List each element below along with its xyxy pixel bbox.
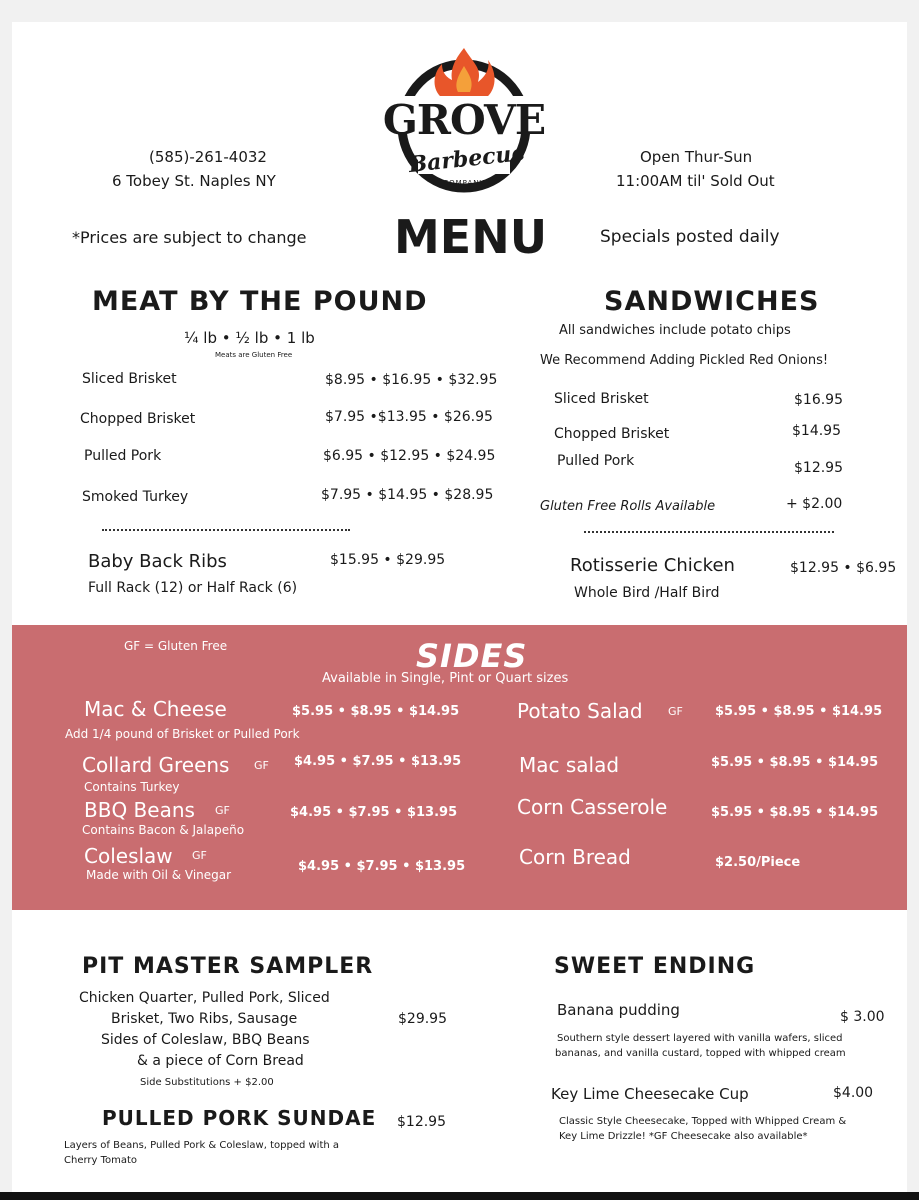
meat-divider <box>102 529 350 531</box>
chicken-name: Rotisserie Chicken <box>570 555 735 576</box>
sweet-title: SWEET ENDING <box>554 954 756 979</box>
side-item-gf: GF <box>215 804 230 817</box>
sandwiches-title: SANDWICHES <box>604 286 820 317</box>
meat-item-price: $6.95 • $12.95 • $24.95 <box>323 448 496 464</box>
sandwich-divider <box>584 531 834 533</box>
side-item-name: BBQ Beans <box>84 798 195 822</box>
sampler-title: PIT MASTER SAMPLER <box>82 954 374 979</box>
sandwiches-note-onions: We Recommend Adding Pickled Red Onions! <box>540 353 829 368</box>
side-item-desc: Contains Bacon & Jalapeño <box>82 823 245 837</box>
side-item-name: Collard Greens <box>82 753 230 777</box>
chicken-desc: Whole Bird /Half Bird <box>574 585 720 601</box>
sampler-line: & a piece of Corn Bread <box>137 1053 304 1069</box>
side-item-price: $5.95 • $8.95 • $14.95 <box>715 704 883 719</box>
side-item-name: Potato Salad <box>517 699 643 723</box>
side-item-desc: Made with Oil & Vinegar <box>86 868 232 882</box>
side-item-name: Mac salad <box>519 753 620 777</box>
sides-section <box>12 625 907 910</box>
sides-subtitle: Available in Single, Pint or Quart sizes <box>322 671 569 686</box>
meat-item-price: $7.95 • $14.95 • $28.95 <box>321 487 494 503</box>
side-item-gf: GF <box>254 759 269 772</box>
dessert-name: Key Lime Cheesecake Cup <box>551 1085 749 1103</box>
price-note: *Prices are subject to change <box>72 228 307 247</box>
side-item-price: $5.95 • $8.95 • $14.95 <box>292 704 460 719</box>
dessert-desc: Classic Style Cheesecake, Topped with Whipped Cream & <box>559 1116 847 1127</box>
meat-item-name: Smoked Turkey <box>82 489 189 505</box>
side-item-price: $2.50/Piece <box>715 855 801 870</box>
phone-number: (585)-261-4032 <box>149 148 267 166</box>
gf-rolls-note: Gluten Free Rolls Available <box>540 499 716 514</box>
meat-item-price: $7.95 •$13.95 • $26.95 <box>325 409 493 425</box>
sandwiches-note-chips: All sandwiches include potato chips <box>559 323 791 338</box>
side-item-name: Coleslaw <box>84 844 173 868</box>
side-item-price: $4.95 • $7.95 • $13.95 <box>290 805 458 820</box>
ribs-price: $15.95 • $29.95 <box>330 552 446 568</box>
meat-sizes: ¼ lb • ½ lb • 1 lb <box>184 329 315 347</box>
dessert-desc: Southern style dessert layered with vanilla wafers, sliced <box>557 1033 843 1044</box>
sandwich-item-price: $16.95 <box>794 392 843 408</box>
hours-days: Open Thur-Sun <box>640 148 753 166</box>
sundae-desc: Cherry Tomato <box>64 1155 138 1166</box>
sampler-price: $29.95 <box>398 1011 447 1027</box>
ribs-desc: Full Rack (12) or Half Rack (6) <box>88 580 298 596</box>
meat-gf-note: Meats are Gluten Free <box>215 351 293 359</box>
side-item-name: Corn Casserole <box>517 795 668 819</box>
dessert-name: Banana pudding <box>557 1001 680 1019</box>
meat-section-title: MEAT BY THE POUND <box>92 286 428 317</box>
hours-time: 11:00AM til' Sold Out <box>616 172 775 190</box>
dessert-desc: Key Lime Drizzle! *GF Cheesecake also available* <box>559 1131 808 1142</box>
side-item-price: $4.95 • $7.95 • $13.95 <box>294 754 462 769</box>
logo-text-company: COMPANY <box>443 179 485 187</box>
side-item-desc: Add 1/4 pound of Brisket or Pulled Pork <box>65 727 300 741</box>
sampler-line: Brisket, Two Ribs, Sausage <box>111 1011 298 1027</box>
side-item-desc: Contains Turkey <box>84 780 180 794</box>
side-item-price: $5.95 • $8.95 • $14.95 <box>711 755 879 770</box>
sandwich-item-name: Pulled Pork <box>557 453 635 469</box>
side-item-gf: GF <box>192 849 207 862</box>
bottom-edge <box>0 1192 919 1200</box>
gf-rolls-price: + $2.00 <box>786 496 843 512</box>
logo-text-barbecue: Barbecue <box>407 139 527 179</box>
sandwich-item-name: Chopped Brisket <box>554 426 670 442</box>
menu-title: MENU <box>394 210 548 264</box>
ribs-name: Baby Back Ribs <box>88 551 227 572</box>
sandwich-item-price: $14.95 <box>792 423 841 439</box>
meat-item-name: Chopped Brisket <box>80 411 196 427</box>
meat-item-price: $8.95 • $16.95 • $32.95 <box>325 372 498 388</box>
sandwich-item-name: Sliced Brisket <box>554 391 649 407</box>
logo-text-grove: GROVE <box>382 96 546 144</box>
side-item-name: Mac & Cheese <box>84 697 227 721</box>
chicken-price: $12.95 • $6.95 <box>790 560 897 576</box>
sides-title: SIDES <box>416 637 528 675</box>
meat-item-name: Sliced Brisket <box>82 371 177 387</box>
gf-legend: GF = Gluten Free <box>124 639 228 653</box>
sandwich-item-price: $12.95 <box>794 460 843 476</box>
dessert-price: $4.00 <box>833 1085 874 1101</box>
dessert-desc: bananas, and vanilla custard, topped with whipped cream <box>555 1048 846 1059</box>
sampler-line: Chicken Quarter, Pulled Pork, Sliced <box>79 990 330 1006</box>
dessert-price: $ 3.00 <box>840 1009 885 1025</box>
side-item-name: Corn Bread <box>519 845 631 869</box>
sundae-price: $12.95 <box>397 1114 446 1130</box>
sundae-desc: Layers of Beans, Pulled Pork & Coleslaw, topped with a <box>64 1140 340 1151</box>
grove-barbecue-logo <box>378 46 550 196</box>
menu-page <box>12 22 907 1192</box>
side-item-gf: GF <box>668 705 683 718</box>
address: 6 Tobey St. Naples NY <box>112 172 276 190</box>
sundae-title: PULLED PORK SUNDAE <box>102 1106 377 1130</box>
sampler-sub-note: Side Substitutions + $2.00 <box>140 1077 274 1088</box>
specials-note: Specials posted daily <box>600 227 780 247</box>
side-item-price: $5.95 • $8.95 • $14.95 <box>711 805 879 820</box>
sampler-line: Sides of Coleslaw, BBQ Beans <box>101 1032 310 1048</box>
meat-item-name: Pulled Pork <box>84 448 162 464</box>
side-item-price: $4.95 • $7.95 • $13.95 <box>298 859 466 874</box>
